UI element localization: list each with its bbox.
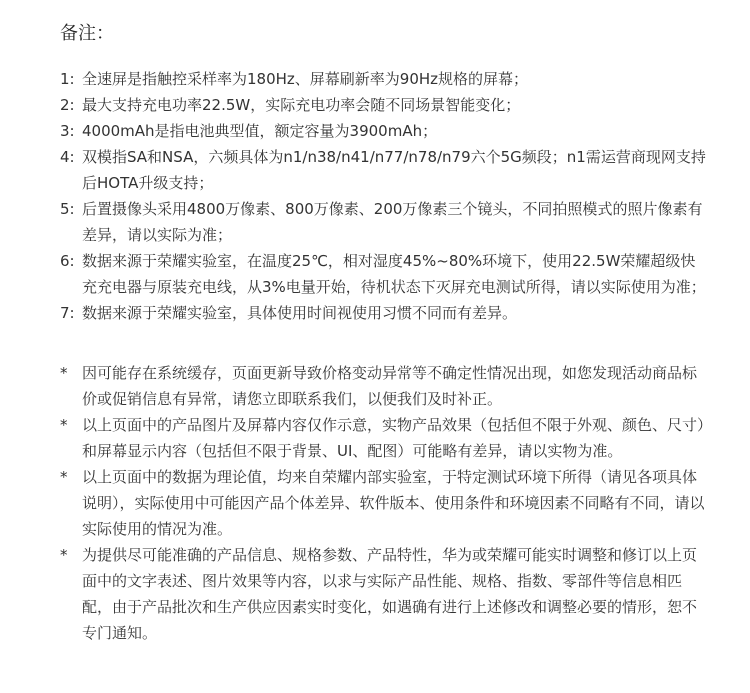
note-text: 数据来源于荣耀实验室，具体使用时间视使用习惯不同而有差异。 xyxy=(82,304,518,322)
note-text: 后置摄像头采用4800万像素、800万像素、200万像素三个镜头，不同拍照模式的照片像素有差异，请以实际为准； xyxy=(82,200,703,244)
note-number: 5: xyxy=(60,200,75,218)
disclaimer-item xyxy=(60,542,710,646)
note-item xyxy=(60,144,710,196)
note-item xyxy=(60,118,710,144)
note-number: 2: xyxy=(60,96,75,114)
note-text: 全速屏是指触控采样率为180Hz、屏幕刷新率为90Hz规格的屏幕； xyxy=(82,70,529,88)
note-number: 3: xyxy=(60,122,75,140)
disclaimer-item xyxy=(60,464,710,542)
asterisk-marker: * xyxy=(60,468,68,486)
note-text: 数据来源于荣耀实验室，在温度25℃，相对湿度45%~80%环境下，使用22.5W荣耀超级快充充电器与原装充电线，从3%电量开始，待机状态下灭屏充电测试所得，请以实际使用为准； xyxy=(82,252,706,296)
disclaimer-item xyxy=(60,412,710,464)
note-number: 4: xyxy=(60,148,75,166)
note-number: 1: xyxy=(60,70,75,88)
note-item xyxy=(60,248,710,300)
disclaimer-text: 以上页面中的数据为理论值，均来自荣耀内部实验室，于特定测试环境下所得（请见各项具体说明），实际使用中可能因产品个体差异、软件版本、使用条件和环境因素不同略有不同，请以实际使用的情况为准。 xyxy=(82,468,705,538)
note-number: 7: xyxy=(60,304,75,322)
note-item xyxy=(60,300,710,326)
disclaimer-list xyxy=(60,360,710,646)
note-item xyxy=(60,196,710,248)
note-item xyxy=(60,66,710,92)
note-text: 4000mAh是指电池典型值，额定容量为3900mAh； xyxy=(82,122,438,140)
note-number: 6: xyxy=(60,252,75,270)
numbered-notes-list xyxy=(60,66,710,326)
asterisk-marker: * xyxy=(60,416,68,434)
notes-title: 备注： xyxy=(60,23,114,44)
note-text: 最大支持充电功率22.5W，实际充电功率会随不同场景智能变化； xyxy=(82,96,521,114)
asterisk-marker: * xyxy=(60,546,68,564)
note-text: 双模指SA和NSA，六频具体为n1/n38/n41/n77/n78/n79六个5G频段；n1需运营商现网支持后HOTA升级支持； xyxy=(82,148,706,192)
note-item xyxy=(60,92,710,118)
disclaimer-text: 因可能存在系统缓存，页面更新导致价格变动异常等不确定性情况出现，如您发现活动商品标价或促销信息有异常，请您立即联系我们，以便我们及时补正。 xyxy=(82,364,698,408)
asterisk-marker: * xyxy=(60,364,68,382)
disclaimer-text: 以上页面中的产品图片及屏幕内容仅作示意，实物产品效果（包括但不限于外观、颜色、尺寸）和屏幕显示内容（包括但不限于背景、UI、配图）可能略有差异，请以实物为准。 xyxy=(82,416,705,460)
disclaimer-item xyxy=(60,360,710,412)
disclaimer-text: 为提供尽可能准确的产品信息、规格参数、产品特性，华为或荣耀可能实时调整和修订以上页面中的文字表述、图片效果等内容，以求与实际产品性能、规格、指数、零部件等信息相匹配，由于产品批次和生产供应因素实时变化，如遇确有进行上述修改和调整必要的情形，恕不专门通知。 xyxy=(82,546,698,642)
